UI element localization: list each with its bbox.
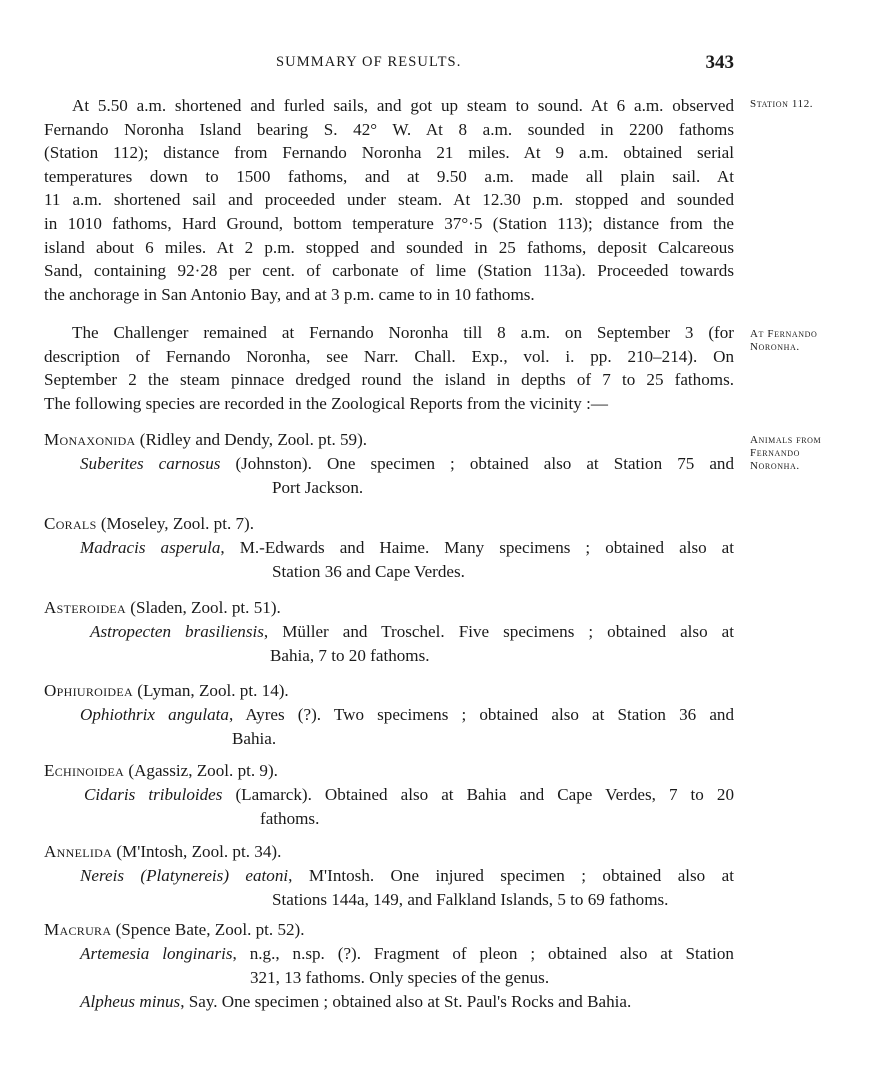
sidenote-at-fernando: At Fernando Noronha.: [750, 328, 818, 353]
species-name: Astropecten brasiliensis: [90, 622, 264, 641]
sidenote-station-112: Station 112.: [750, 98, 814, 110]
group-heading: Monaxonida (Ridley and Dendy, Zool. pt. 59).: [44, 430, 368, 449]
species-entry: Nereis (Platynereis) eatoni, M'Intosh. One injured specimen ; obtained also at Stations 144a, 149, and Falkland Islands, 5 to 69 fathoms.: [80, 866, 734, 909]
species-entry: Alpheus minus, Say. One specimen ; obtained also at St. Paul's Rocks and Bahia.: [80, 992, 632, 1011]
text-line: temperatures down to 1500 fathoms, and at 9.50 a.m. made all plain sail. At: [44, 166, 734, 186]
group-heading: Echinoidea (Agassiz, Zool. pt. 9).: [44, 761, 278, 780]
group-ophiuroidea: [44, 679, 734, 751]
group-heading: Corals (Moseley, Zool. pt. 7).: [44, 514, 255, 533]
paragraph-fernando-noronha: [44, 321, 734, 415]
species-entry: Ophiothrix angulata, Ayres (?). Two specimens ; obtained also at Station 36 and Bahia.: [80, 705, 734, 748]
page-number: 343: [705, 52, 734, 73]
species-entry: Madracis asperula, M.-Edwards and Haime. Many specimens ; obtained also at Station 36 and Cape Verdes.: [80, 538, 735, 581]
group-annelida: [44, 840, 734, 912]
text-line: the anchorage in San Antonio Bay, and at 3 p.m. came to in 10 fathoms.: [44, 284, 535, 304]
species-name: Suberites carnosus: [80, 454, 221, 473]
group-heading: Macrura (Spence Bate, Zool. pt. 52).: [44, 920, 305, 939]
group-heading: Asteroidea (Sladen, Zool. pt. 51).: [44, 598, 281, 617]
text-line: (Station 112); distance from Fernando Noronha 21 miles. At 9 a.m. obtained serial: [44, 143, 734, 163]
text-line: September 2 the steam pinnace dredged round the island in depths of 7 to 25 fathoms.: [44, 370, 734, 390]
species-entry: Artemesia longinaris, n.g., n.sp. (?). Fragment of pleon ; obtained also at Station 321, 13 fathoms. Only species of the genus.: [80, 944, 734, 987]
species-entry: Astropecten brasiliensis, Müller and Troschel. Five specimens ; obtained also at Bahia, 7 to 20 fathoms.: [90, 622, 734, 665]
text-line: Fernando Noronha Island bearing S. 42° W. At 8 a.m. sounded in 2200 fathoms: [44, 119, 734, 139]
text-line: in 1010 fathoms, Hard Ground, bottom temperature 37°·5 (Station 113); distance from the: [44, 213, 734, 233]
species-name: Artemesia longinaris: [80, 944, 233, 963]
species-name: Alpheus minus: [80, 992, 181, 1011]
species-name: Ophiothrix angulata: [80, 705, 229, 724]
group-monaxonida: [44, 428, 734, 500]
text-line: Sand, containing 92·28 per cent. of carbonate of lime (Station 113a). Proceeded towards: [44, 261, 734, 281]
group-echinoidea: [44, 759, 734, 831]
species-name: Cidaris tribuloides: [84, 785, 223, 804]
species-name: Nereis (Platynereis) eatoni: [80, 866, 289, 885]
group-asteroidea: [44, 596, 734, 668]
text-line: island about 6 miles. At 2 p.m. stopped and sounded in 25 fathoms, deposit Calcareous: [44, 237, 734, 257]
text-line: The Challenger remained at Fernando Noronha till 8 a.m. on September 3 (for: [72, 323, 734, 342]
text-line: The following species are recorded in the Zoological Reports from the vicinity :—: [44, 393, 608, 413]
sidenote-animals-from: Animals from Fernando Noronha.: [750, 434, 822, 472]
species-entry: Cidaris tribuloides (Lamarck). Obtained also at Bahia and Cape Verdes, 7 to 20 fathoms.: [84, 785, 734, 828]
text-line: At 5.50 a.m. shortened and furled sails, and got up steam to sound. At 6 a.m. observed: [72, 96, 734, 115]
group-heading: Annelida (M'Intosh, Zool. pt. 34).: [44, 842, 282, 861]
running-title: SUMMARY OF RESULTS.: [276, 54, 462, 70]
paragraph-station-112: [44, 94, 734, 306]
text-line: 11 a.m. shortened sail and proceeded under steam. At 12.30 p.m. stopped and sounded: [44, 190, 734, 210]
species-entry: Suberites carnosus (Johnston). One specimen ; obtained also at Station 75 and Port Jackson.: [80, 454, 735, 497]
group-heading: Ophiuroidea (Lyman, Zool. pt. 14).: [44, 681, 289, 700]
page-header: [44, 54, 734, 78]
group-corals: [44, 512, 734, 584]
species-name: Madracis asperula: [80, 538, 221, 557]
text-line: description of Fernando Noronha, see Narr. Chall. Exp., vol. i. pp. 210–214). On: [44, 346, 734, 366]
group-macrura: [44, 918, 734, 1014]
